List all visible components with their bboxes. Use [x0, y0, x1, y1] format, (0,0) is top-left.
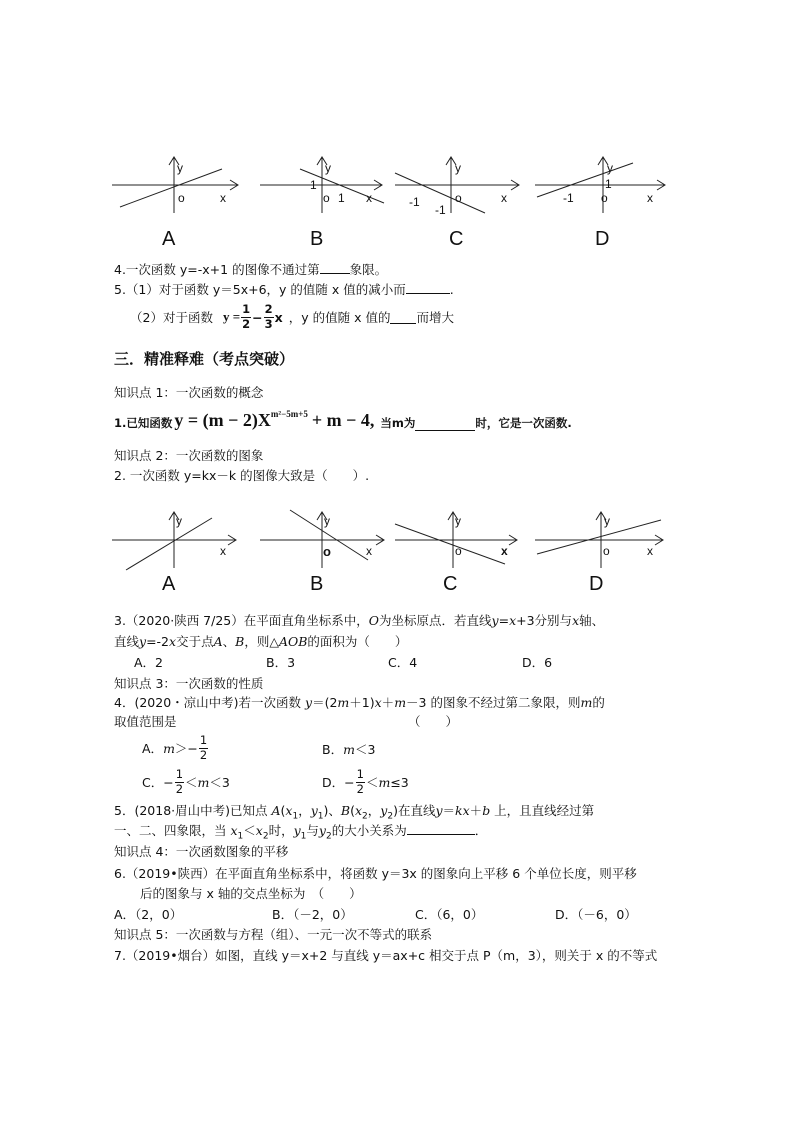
q4b-text-3: ＋1): [349, 695, 375, 710]
q5-part2-blank[interactable]: [390, 311, 416, 324]
q5-frac-2-den: 3: [264, 316, 273, 331]
top-graph-b: [260, 155, 390, 255]
graph-d-letter: D: [595, 228, 610, 250]
mid-graph-d-x-label: x: [647, 544, 653, 558]
q5b-text-1: 5．(2018·眉山中考)已知点: [114, 803, 272, 818]
q4b-option-d[interactable]: [322, 765, 409, 799]
q5b-y2: y: [380, 803, 388, 818]
q5-eq-x: x: [274, 309, 283, 325]
q3-eq2-x: x: [169, 634, 177, 649]
q5-part2-end: 而增大: [416, 310, 454, 325]
q3-text-7: 交于点: [176, 634, 214, 649]
q5b-c1: ，: [298, 803, 311, 818]
q5b-lys2: 2: [325, 831, 332, 842]
q5b-lx1: x: [230, 823, 238, 838]
q5-part1-blank[interactable]: [406, 281, 450, 294]
mid-graph-c-letter: C: [443, 573, 458, 595]
mid-graph-a-line: [126, 518, 212, 570]
mid-graph-b-origin-label: o: [323, 544, 331, 559]
graph-b-mark-y1: 1: [310, 178, 317, 192]
top-graph-a: [112, 155, 242, 255]
mid-graph-d: [535, 510, 670, 605]
knowledge-point-3: 知识点 3：一次函数的性质: [114, 676, 264, 691]
mid-graph-b-y-label: y: [324, 514, 330, 528]
q1-middle: 当m为: [380, 416, 416, 430]
mid-graph-a-y-label: y: [176, 514, 182, 528]
q5b-ly2: y: [318, 823, 326, 838]
q4b-opt-d-label: D．−: [322, 775, 355, 790]
q5b-text-2: 上，且直线经过第: [490, 803, 595, 818]
graph-d-x-label: x: [647, 191, 653, 205]
q5b-p1: (: [280, 803, 286, 818]
q4-text: 4.一次函数 y=-x+1 的图像不通过第: [114, 262, 320, 277]
q1-formula-base: y = (m − 2)X: [174, 410, 271, 430]
q5b-text-3: 一、二、四象限，当: [114, 823, 231, 838]
mid-graph-c-line: [395, 524, 505, 564]
q3-point-b: B: [235, 634, 245, 649]
q5-frac-1-num: 1: [242, 302, 251, 316]
q5b-eq-y: y: [435, 803, 443, 818]
question-5b-line-1: [114, 801, 594, 822]
q3-text-3: +3分别与: [516, 613, 573, 628]
graph-d-mark-x-neg1: -1: [563, 191, 574, 205]
q3-option-b[interactable]: B．3: [266, 655, 296, 670]
q5b-e2: )在直线: [393, 803, 436, 818]
graph-d-y-label: y: [607, 161, 613, 175]
graph-d-origin-label: o: [601, 191, 608, 205]
q5b-s2: 1: [317, 811, 324, 822]
q5-eq-y: y =: [222, 309, 241, 324]
q5b-blank[interactable]: [407, 822, 475, 835]
q1-exponent: m²−5m+5: [270, 409, 308, 419]
mid-graph-d-axes: [535, 510, 670, 570]
q3-text-8: ，则△: [244, 634, 279, 649]
q5-part1-end: .: [449, 282, 454, 297]
graph-c-letter: C: [449, 228, 464, 250]
q3-option-a[interactable]: A．2: [134, 655, 164, 670]
q4b-var-m: m: [337, 695, 350, 710]
graph-a-origin-label: o: [178, 191, 185, 205]
q3-text-9: 的面积为（ ）: [307, 634, 408, 649]
q4b-opt-d-rel: ＜: [365, 775, 379, 790]
q4b-opt-c-end: ＜3: [209, 775, 230, 790]
q5b-ly1: y: [293, 823, 301, 838]
q5b-eq-kx: kx: [455, 803, 470, 818]
question-5-part1: [114, 280, 454, 298]
q5b-lx2: x: [255, 823, 263, 838]
q5b-text-6: 的大小关系为: [331, 823, 407, 838]
q5b-text-5: 与: [306, 823, 319, 838]
question-1: [114, 410, 572, 431]
q3-option-d[interactable]: D．6: [522, 655, 553, 670]
q5-frac-2: [264, 304, 274, 330]
q3-eq1: y=x: [491, 613, 517, 628]
graph-c-mark-y-neg1: -1: [435, 203, 446, 217]
q4b-opt-c-frac: [175, 769, 184, 795]
question-2: 2. 一次函数 y=kx－k 的图像大致是（ ）.: [114, 468, 370, 483]
mid-graph-a: [112, 510, 242, 605]
q4b-opt-b-label: B．: [322, 742, 344, 757]
q3-text-5: 直线: [114, 634, 140, 649]
q4b-var-m2: m: [394, 695, 407, 710]
q4b-text-2: ＝(2: [312, 695, 338, 710]
q4b-option-a[interactable]: [142, 731, 209, 765]
q4b-text-5: －3 的图象不经过第二象限，则: [406, 695, 581, 710]
q5b-lys1: 1: [300, 831, 307, 842]
question-4b-line-2: [114, 712, 177, 730]
q4b-text-4: ＋: [381, 695, 395, 710]
q4b-opt-c-rel: ＜: [185, 775, 198, 790]
q4b-opt-c-den: 2: [175, 781, 184, 796]
q4b-opt-a-m: m: [163, 740, 175, 756]
q5-frac-2-num: 2: [264, 302, 273, 316]
q5b-p2: (: [350, 803, 355, 818]
graph-d-line: [537, 163, 633, 197]
graph-a-x-label: x: [220, 191, 226, 205]
q3-option-c[interactable]: C．4: [388, 655, 418, 670]
q4b-opt-c-label: C．−: [142, 775, 174, 790]
q3-text-4: 轴、: [579, 613, 605, 628]
q5b-text-4: 时，: [268, 823, 294, 838]
q4b-option-c[interactable]: [142, 765, 230, 799]
question-6-line-2: 后的图象与 x 轴的交点坐标为 （ ）: [140, 886, 362, 901]
graph-a-letter: A: [162, 228, 176, 250]
q5b-x2: x: [354, 803, 363, 818]
mid-graph-b: [260, 510, 390, 605]
mid-graph-c-x-label: x: [501, 544, 508, 558]
q3-var-o: O: [368, 613, 380, 628]
q4b-opt-d-den: 2: [356, 781, 364, 796]
q3-sep: 、: [222, 634, 236, 649]
q5b-c2: ，: [367, 803, 381, 818]
q4b-opt-c-m: m: [197, 774, 210, 790]
q5b-ls1: 1: [237, 831, 244, 842]
mid-graph-d-origin-label: o: [603, 544, 610, 558]
mid-graph-a-x-label: x: [220, 544, 226, 558]
question-6-line-1: 6.（2019•陕西）在平面直角坐标系中，将函数 y＝3x 的图象向上平移 6 个单位长度，则平移: [114, 866, 637, 881]
q4-blank[interactable]: [320, 261, 350, 274]
q5b-point-a: A: [271, 803, 281, 818]
q4b-opt-a-den: 2: [199, 747, 208, 762]
question-5b-line-2: [114, 821, 487, 842]
knowledge-point-5: 知识点 5：一次函数与方程（组）、一元一次不等式的联系: [114, 927, 433, 942]
mid-graph-b-x-label: x: [366, 544, 372, 558]
q6-option-b[interactable]: B．（－2，0）: [272, 907, 353, 922]
q5-part2-mid: ，y 的值随 x 值的: [288, 310, 391, 325]
graph-a-line: [120, 169, 222, 207]
q5-part2-text: （2）对于函数: [130, 310, 213, 325]
q4b-var-x: x: [374, 695, 382, 710]
q4-text-end: 象限。: [349, 262, 388, 277]
q3-triangle: AOB: [278, 634, 308, 649]
q4b-opt-a-num: 1: [199, 733, 208, 747]
graph-c-x-label: x: [501, 191, 507, 205]
graph-a-y-label: y: [177, 161, 183, 175]
q4b-text-6: 的: [592, 695, 605, 710]
graph-b-origin-label: o: [323, 191, 330, 205]
mid-graph-d-line: [537, 520, 661, 554]
q4b-text-1: 4．(2020・凉山中考)若一次函数: [114, 695, 305, 710]
question-3-line-1: [114, 611, 604, 629]
q4b-opt-d-num: 1: [356, 767, 364, 781]
q5b-x1: x: [285, 803, 293, 818]
q6-option-c[interactable]: C．（6，0）: [415, 907, 484, 922]
knowledge-point-1: 知识点 1：一次函数的概念: [114, 385, 264, 400]
q3-var-x: x: [572, 613, 580, 628]
q5b-point-b: B: [340, 803, 351, 818]
mid-graph-c-y-label: y: [455, 514, 461, 528]
q3-text-1: 3.（2020·陕西 7/25）在平面直角坐标系中，: [114, 613, 369, 628]
question-7: 7.（2019•烟台）如图，直线 y＝x+2 与直线 y＝ax+c 相交于点 P（m，3），则关于 x 的不等式: [114, 948, 658, 963]
q4b-var-y: y: [305, 695, 313, 710]
q3-text-2: 为坐标原点．若直线: [379, 613, 492, 628]
q5b-s1: 1: [292, 811, 299, 822]
q5b-y1: y: [310, 803, 318, 818]
q5b-ls2: 2: [262, 831, 269, 842]
graph-b-x-label: x: [366, 191, 372, 205]
question-5-part2: [130, 299, 454, 335]
q5b-s4: 2: [387, 811, 394, 822]
graph-b-letter: B: [310, 228, 324, 250]
q1-prefix: 1.已知函数: [114, 416, 173, 430]
q4b-opt-b-rel: ＜3: [354, 742, 376, 757]
q5-minus: −: [252, 309, 263, 325]
graph-d-axes: [535, 155, 670, 215]
question-4: [114, 260, 387, 278]
section-3-title: 三．精准释难（考点突破）: [114, 350, 295, 368]
q5b-lt: ＜: [243, 823, 256, 838]
mid-graph-c-origin-label: o: [455, 544, 462, 558]
graph-c-y-label: y: [455, 161, 461, 175]
q5b-end: ．: [474, 823, 488, 838]
q3-point-a: A: [213, 634, 223, 649]
q4b-text-7: 取值范围是: [114, 714, 177, 729]
q5-part1-text: 5.（1）对于函数 y＝5x+6，y 的值随 x 值的减小而: [114, 282, 406, 297]
q3-eq2-y: y: [139, 634, 147, 649]
q4b-opt-c-num: 1: [175, 767, 184, 781]
q5b-e1: )、: [323, 803, 341, 818]
mid-graph-b-letter: B: [310, 573, 324, 595]
knowledge-point-2: 知识点 2：一次函数的图象: [114, 448, 264, 463]
q4b-opt-d-end: ≤3: [390, 774, 409, 790]
q4b-opt-d-frac: [356, 769, 365, 795]
mid-graph-a-letter: A: [162, 573, 176, 595]
q3-text-6: =-2: [146, 634, 170, 649]
q5b-eq-eq: ＝: [442, 803, 456, 818]
q4b-opt-d-m: m: [378, 774, 391, 790]
q5b-s3: 2: [362, 811, 368, 822]
q4b-var-m3: m: [580, 695, 593, 710]
q1-formula-tail: + m − 4,: [311, 410, 375, 430]
q5b-eq-b: b: [482, 803, 491, 818]
q6-option-d[interactable]: D．（－6，0）: [555, 907, 637, 922]
q1-blank[interactable]: [415, 418, 475, 431]
q6-option-a[interactable]: A．（2，0）: [114, 907, 183, 922]
q4b-answer-paren: （ ）: [408, 714, 459, 729]
q5b-eq-plus: ＋: [469, 803, 483, 818]
knowledge-point-4: 知识点 4：一次函数图象的平移: [114, 844, 289, 859]
q4b-option-b[interactable]: [322, 740, 375, 758]
mid-graph-d-letter: D: [589, 573, 604, 595]
q4b-opt-a-frac: [199, 735, 208, 761]
question-3-line-2: [114, 632, 407, 650]
mid-graph-d-y-label: y: [604, 514, 610, 528]
q4b-opt-a-label: A．: [142, 741, 164, 756]
q1-suffix: 时，它是一次函数.: [475, 416, 572, 430]
q5-frac-1: [241, 304, 251, 330]
graph-d-mark-y1: 1: [605, 177, 612, 191]
top-graph-c: [395, 155, 525, 255]
graph-c-origin-label: o: [455, 191, 462, 205]
mid-graph-c: [395, 510, 525, 605]
q4b-opt-a-rel: ＞−: [174, 741, 198, 756]
top-graph-d: [535, 155, 670, 255]
graph-b-mark-x1: 1: [338, 191, 345, 205]
graph-c-mark-x-neg1: -1: [409, 195, 420, 209]
q5-frac-1-den: 2: [242, 316, 251, 331]
q4b-opt-b-m: m: [343, 742, 355, 757]
graph-b-y-label: y: [325, 161, 331, 175]
question-4b-line-1: [114, 693, 605, 711]
